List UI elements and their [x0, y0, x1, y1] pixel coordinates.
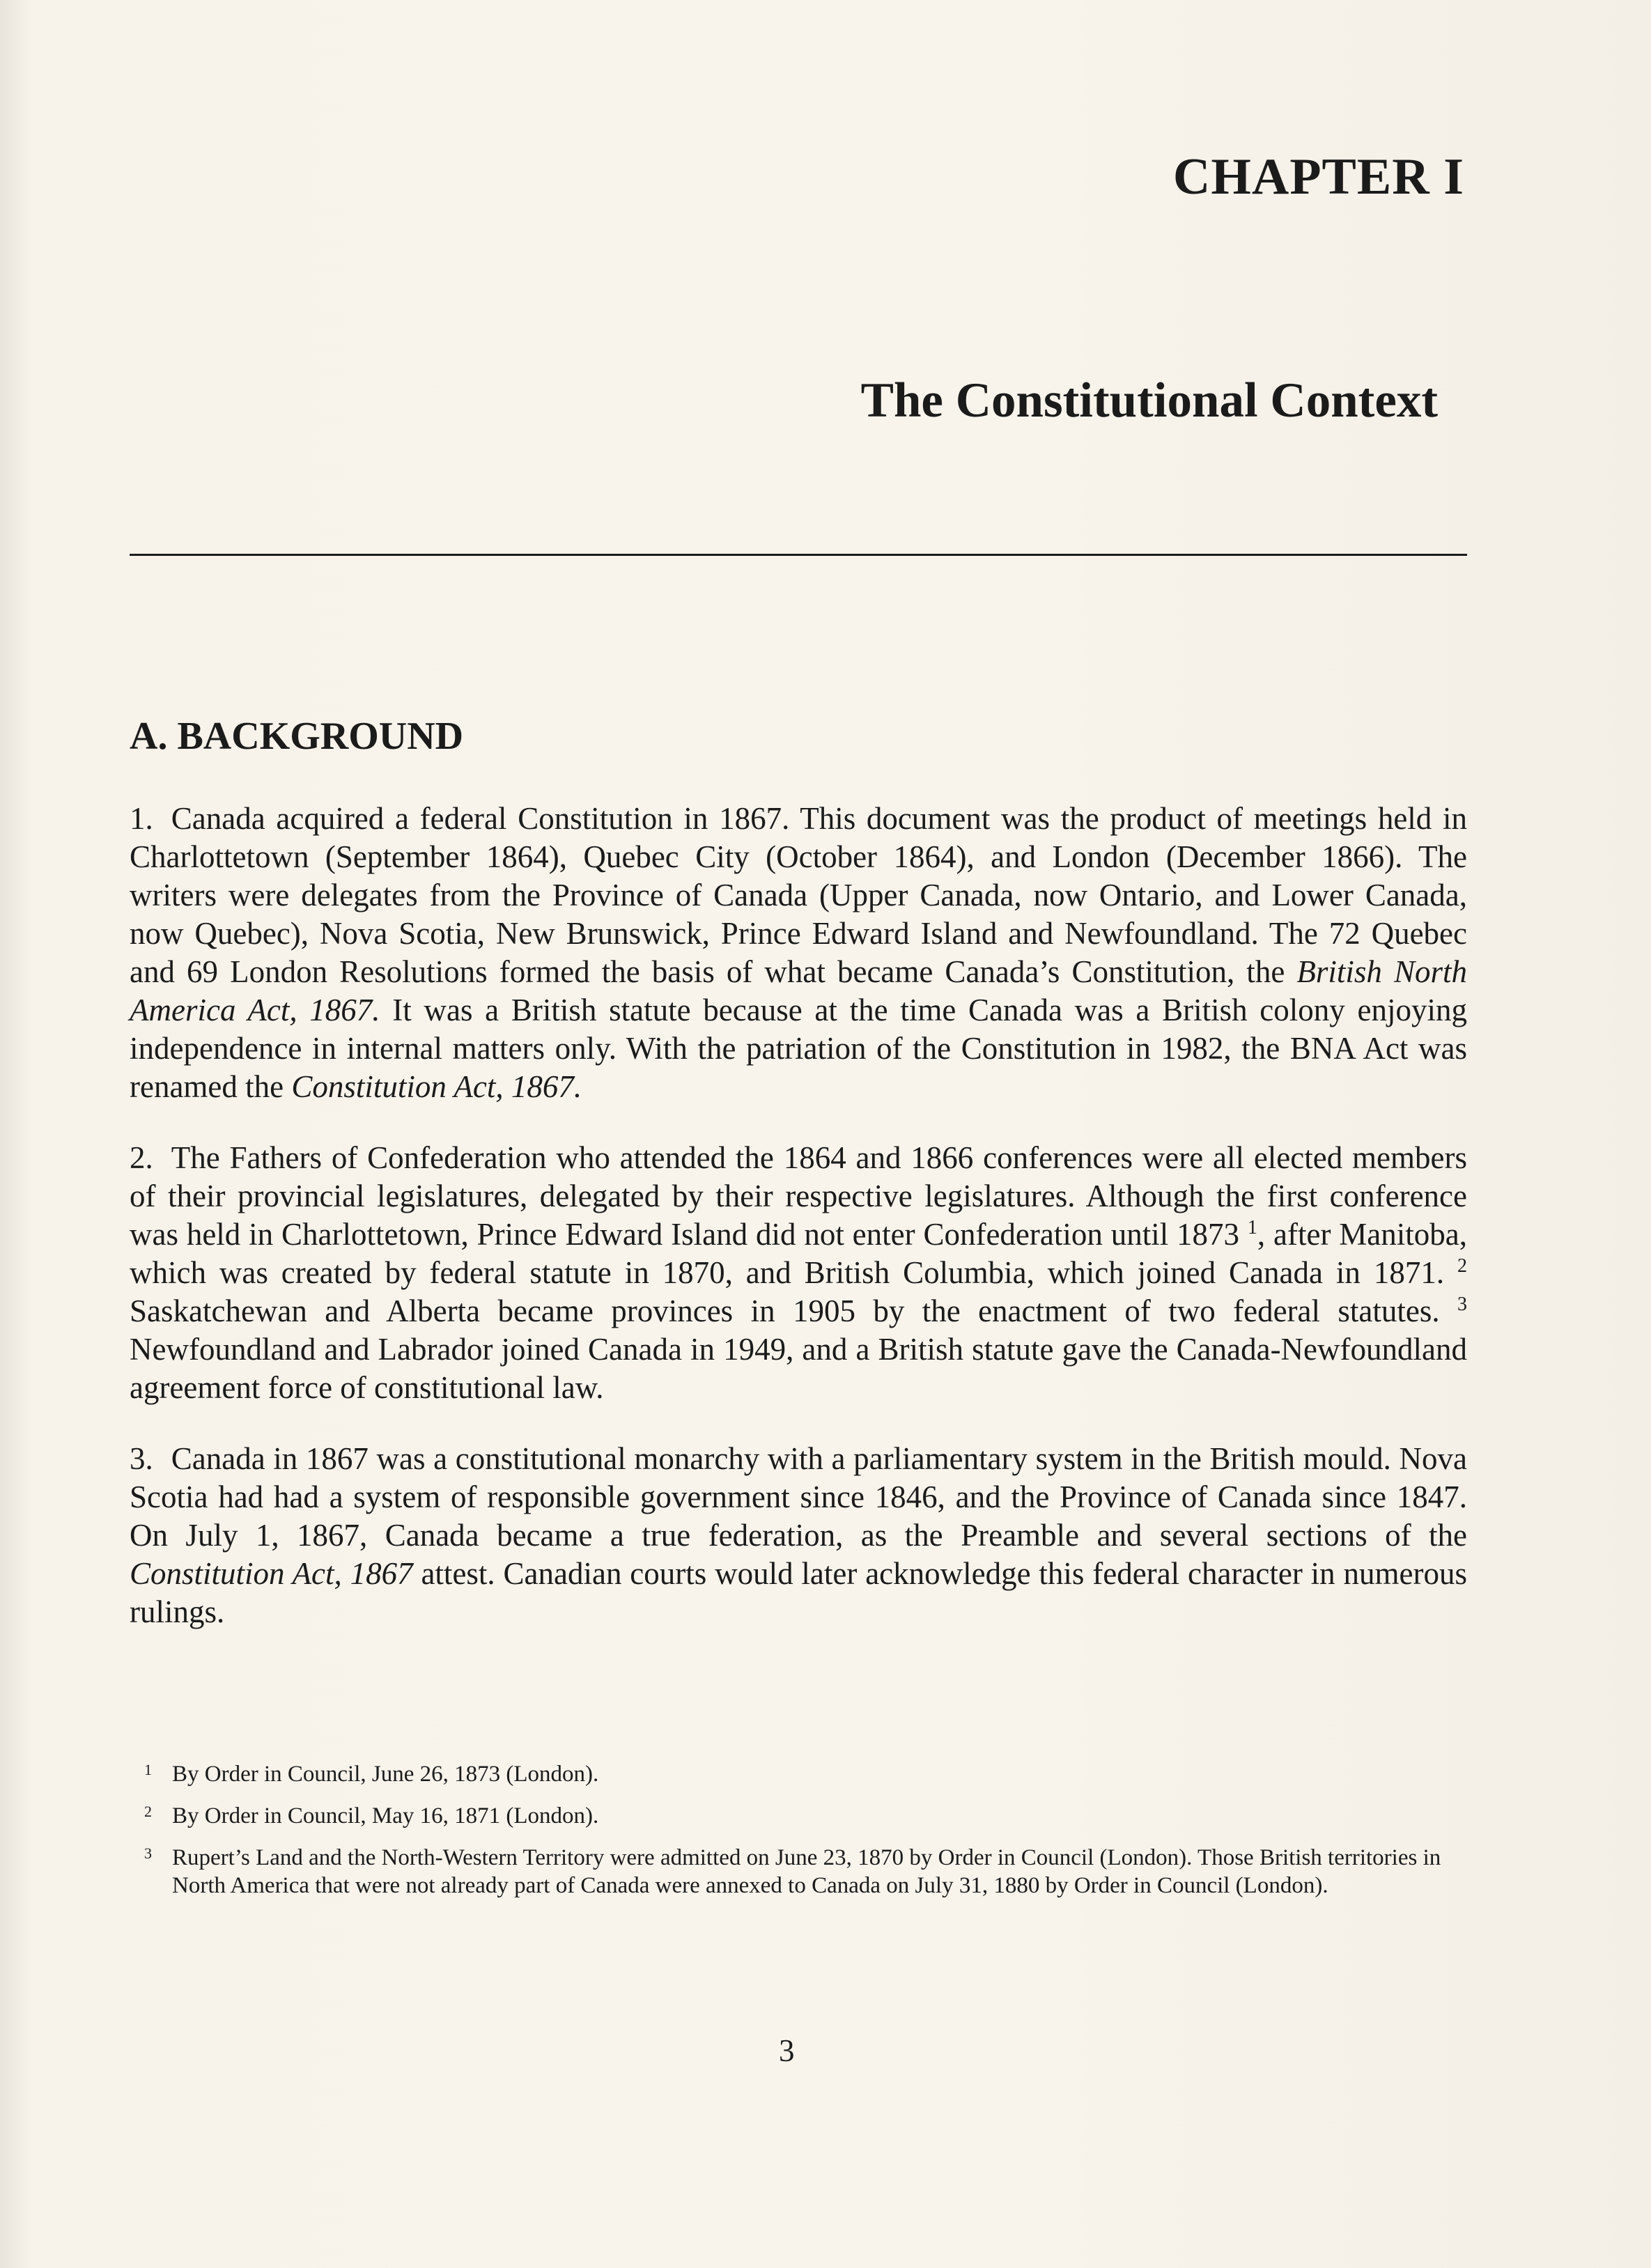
paragraph-text: , after Manitoba, which was created by federal statute in 1870, and British Columbia, which joined Canada in 1871.	[130, 1217, 1467, 1290]
paragraph-text: The Fathers of Confederation who attended the 1864 and 1866 conferences were all elected members of their provincial legislatures, delegated by their respective legislatures. Although the first conference was held in Charlottetown, Prince Edward Island did not enter Confederation until 1873	[130, 1140, 1467, 1252]
paragraph-text: Newfoundland and Labrador joined Canada in 1949, and a British statute gave the Canada-Newfoundland agreement force of constitutional law.	[130, 1332, 1467, 1405]
statute-title: British North America Act, 1867.	[130, 954, 1467, 1027]
footnote-text: By Order in Council, May 16, 1871 (London).	[172, 1803, 599, 1828]
paragraph-number: 2.	[130, 1140, 153, 1175]
footnote-ref: 2	[1457, 1255, 1467, 1277]
chapter-title: The Constitutional Context	[860, 373, 1438, 428]
paragraph-2	[130, 1139, 1467, 1407]
paragraph-number: 1.	[130, 801, 153, 836]
page-number: 3	[779, 2033, 795, 2068]
statute-title: Constitution Act, 1867	[130, 1556, 413, 1591]
footnote-3	[144, 1844, 1461, 1900]
statute-title: Constitution Act, 1867.	[291, 1069, 582, 1104]
footnote-mark: 3	[144, 1844, 152, 1862]
paragraph-3	[130, 1440, 1467, 1631]
footnote-ref: 3	[1457, 1294, 1467, 1315]
footnotes	[144, 1760, 1461, 1913]
section-heading: A. BACKGROUND	[130, 715, 464, 758]
footnote-mark: 2	[144, 1803, 152, 1820]
paragraph-1	[130, 800, 1467, 1106]
footnote-1	[144, 1760, 1461, 1788]
footnote-text: Rupert’s Land and the North-Western Territory were admitted on June 23, 1870 by Order in Council (London). Those British territories in North America that were not already part of Canada were annexed to Canada on July 31, 1880 by Order in Council (London).	[172, 1845, 1441, 1898]
paragraph-text: Canada in 1867 was a constitutional monarchy with a parliamentary system in the British mould. Nova Scotia had had a system of responsible government since 1846, and the Province of Canada since 1847. On July 1, 1867, Canada became a true federation, as the Preamble and several sections of the	[130, 1441, 1467, 1553]
paragraph-text: Canada acquired a federal Constitution in 1867. This document was the product of meetings held in Charlottetown (September 1864), Quebec City (October 1864), and London (December 1866). The writers were delegates from the Province of Canada (Upper Canada, now Ontario, and Lower Canada, now Quebec), Nova Scotia, New Brunswick, Prince Edward Island and Newfoundland. The 72 Quebec and 69 London Resolutions formed the basis of what became Canada’s Constitution, the	[130, 801, 1467, 989]
chapter-label: CHAPTER I	[1172, 148, 1464, 205]
paragraph-text: Saskatchewan and Alberta became provinces in 1905 by the enactment of two federal statutes.	[130, 1294, 1457, 1328]
footnote-ref: 1	[1247, 1217, 1257, 1238]
paragraph-number: 3.	[130, 1441, 153, 1476]
body-text	[130, 800, 1467, 1664]
paragraph-text: attest. Canadian courts would later acknowledge this federal character in numerous rulings.	[130, 1556, 1467, 1629]
footnote-text: By Order in Council, June 26, 1873 (London).	[172, 1762, 599, 1787]
paragraph-text: It was a British statute because at the time Canada was a British colony enjoying independence in internal matters only. With the patriation of the Constitution in 1982, the BNA Act was renamed the	[130, 993, 1467, 1104]
footnote-mark: 1	[144, 1761, 152, 1778]
footnote-2	[144, 1802, 1461, 1830]
title-divider	[130, 554, 1467, 556]
